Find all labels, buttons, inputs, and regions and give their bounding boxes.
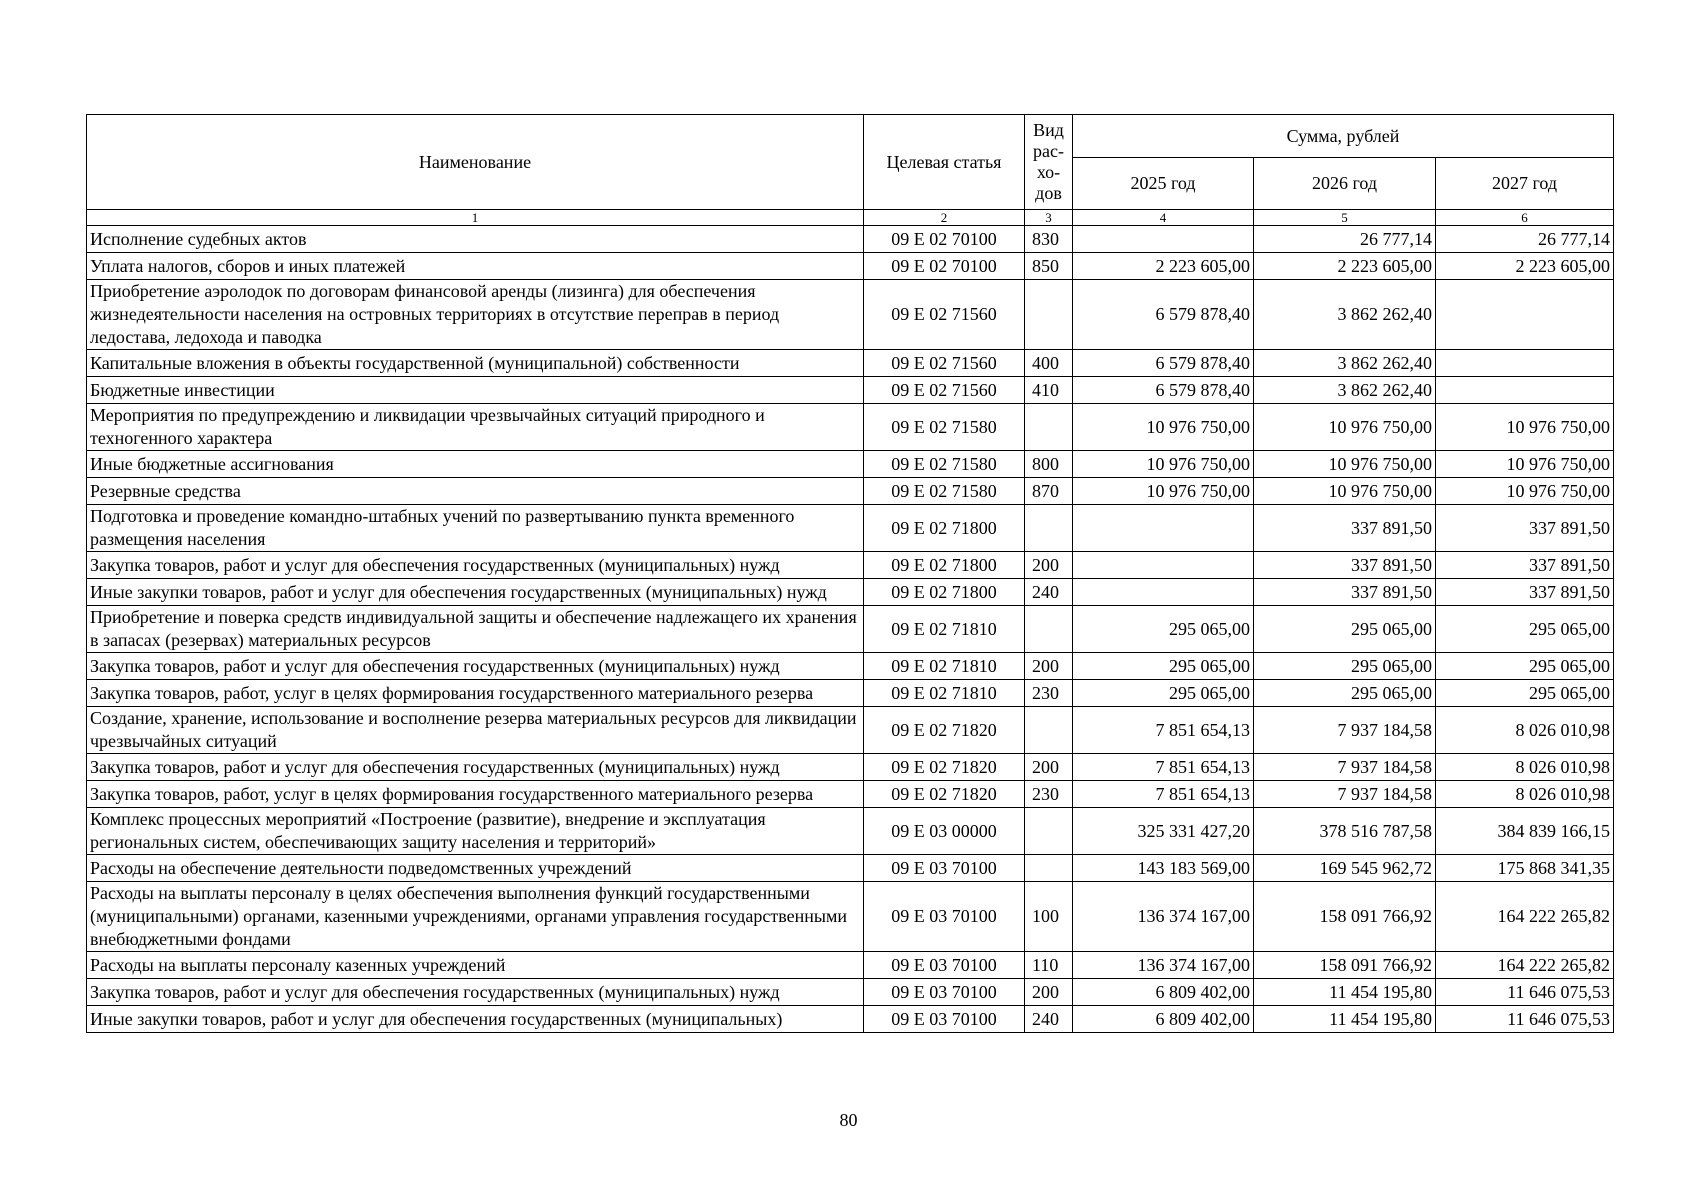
row-target-code: 09 Е 02 71560 [864, 350, 1025, 377]
row-vid: 230 [1025, 781, 1073, 808]
budget-table [86, 114, 1614, 1033]
row-vid [1025, 505, 1073, 552]
row-amount-2025: 6 579 878,40 [1073, 350, 1254, 377]
row-amount-2025: 136 374 167,00 [1073, 882, 1254, 952]
row-target-code: 09 Е 02 71800 [864, 505, 1025, 552]
table-row [87, 505, 1614, 552]
row-amount-2027 [1436, 280, 1614, 350]
row-vid: 110 [1025, 952, 1073, 979]
row-amount-2026: 337 891,50 [1254, 579, 1436, 606]
row-name: Закупка товаров, работ и услуг для обеспечения государственных (муниципальных) нужд [87, 754, 864, 781]
row-amount-2025: 6 579 878,40 [1073, 377, 1254, 404]
row-amount-2027 [1436, 350, 1614, 377]
row-amount-2025: 136 374 167,00 [1073, 952, 1254, 979]
row-target-code: 09 Е 02 71810 [864, 653, 1025, 680]
row-name: Подготовка и проведение командно-штабных учений по развертыванию пункта временного размещения населения [87, 505, 864, 552]
row-vid: 100 [1025, 882, 1073, 952]
row-amount-2027: 11 646 075,53 [1436, 979, 1614, 1006]
row-amount-2027: 11 646 075,53 [1436, 1006, 1614, 1033]
row-name: Капитальные вложения в объекты государственной (муниципальной) собственности [87, 350, 864, 377]
row-vid: 240 [1025, 1006, 1073, 1033]
row-vid: 800 [1025, 451, 1073, 478]
row-target-code: 09 Е 02 71580 [864, 404, 1025, 451]
row-vid: 200 [1025, 979, 1073, 1006]
row-name: Закупка товаров, работ, услуг в целях формирования государственного материального резерва [87, 781, 864, 808]
row-amount-2026: 3 862 262,40 [1254, 377, 1436, 404]
row-amount-2025: 7 851 654,13 [1073, 781, 1254, 808]
header-year-2026: 2026 год [1254, 158, 1436, 210]
row-target-code: 09 Е 02 71560 [864, 377, 1025, 404]
row-amount-2026: 295 065,00 [1254, 680, 1436, 707]
row-amount-2026: 295 065,00 [1254, 606, 1436, 653]
row-amount-2027: 8 026 010,98 [1436, 781, 1614, 808]
row-amount-2027: 337 891,50 [1436, 579, 1614, 606]
row-vid: 240 [1025, 579, 1073, 606]
row-amount-2025: 295 065,00 [1073, 606, 1254, 653]
row-amount-2026: 3 862 262,40 [1254, 280, 1436, 350]
row-name: Иные закупки товаров, работ и услуг для обеспечения государственных (муниципальных) [87, 1006, 864, 1033]
row-name: Закупка товаров, работ и услуг для обеспечения государственных (муниципальных) нужд [87, 653, 864, 680]
row-amount-2026: 337 891,50 [1254, 552, 1436, 579]
row-amount-2025: 6 809 402,00 [1073, 979, 1254, 1006]
table-row [87, 478, 1614, 505]
row-amount-2027: 8 026 010,98 [1436, 754, 1614, 781]
row-target-code: 09 Е 03 00000 [864, 808, 1025, 855]
row-amount-2026: 26 777,14 [1254, 226, 1436, 253]
row-amount-2027: 175 868 341,35 [1436, 855, 1614, 882]
row-vid [1025, 808, 1073, 855]
table-row [87, 707, 1614, 754]
row-amount-2025 [1073, 226, 1254, 253]
row-amount-2027: 8 026 010,98 [1436, 707, 1614, 754]
row-vid: 400 [1025, 350, 1073, 377]
table-row [87, 377, 1614, 404]
row-target-code: 09 Е 02 71800 [864, 579, 1025, 606]
col-number-1: 1 [87, 210, 864, 226]
table-row [87, 653, 1614, 680]
row-amount-2026: 10 976 750,00 [1254, 451, 1436, 478]
row-target-code: 09 Е 02 71810 [864, 606, 1025, 653]
table-row [87, 754, 1614, 781]
row-amount-2025: 7 851 654,13 [1073, 707, 1254, 754]
col-number-5: 5 [1254, 210, 1436, 226]
row-name: Расходы на выплаты персоналу в целях обеспечения выполнения функций государственными (муниципальными) органами, казенными учреждениями, органами управления государственными внебюджетными фондами [87, 882, 864, 952]
row-vid: 230 [1025, 680, 1073, 707]
table-row [87, 280, 1614, 350]
row-vid [1025, 707, 1073, 754]
row-amount-2026: 10 976 750,00 [1254, 478, 1436, 505]
table-row [87, 781, 1614, 808]
table-row [87, 979, 1614, 1006]
row-amount-2025: 7 851 654,13 [1073, 754, 1254, 781]
row-amount-2026: 337 891,50 [1254, 505, 1436, 552]
row-amount-2026: 158 091 766,92 [1254, 952, 1436, 979]
table-row [87, 579, 1614, 606]
header-name: Наименование [87, 115, 864, 210]
row-amount-2026: 11 454 195,80 [1254, 979, 1436, 1006]
row-name: Мероприятия по предупреждению и ликвидации чрезвычайных ситуаций природного и техногенного характера [87, 404, 864, 451]
row-amount-2026: 158 091 766,92 [1254, 882, 1436, 952]
header-year-2025: 2025 год [1073, 158, 1254, 210]
row-amount-2027: 10 976 750,00 [1436, 478, 1614, 505]
header-sum: Сумма, рублей [1073, 115, 1614, 158]
col-number-3: 3 [1025, 210, 1073, 226]
row-amount-2027: 164 222 265,82 [1436, 882, 1614, 952]
table-row [87, 855, 1614, 882]
row-amount-2025: 143 183 569,00 [1073, 855, 1254, 882]
row-name: Закупка товаров, работ и услуг для обеспечения государственных (муниципальных) нужд [87, 552, 864, 579]
row-amount-2027: 2 223 605,00 [1436, 253, 1614, 280]
table-row [87, 350, 1614, 377]
row-target-code: 09 Е 02 71560 [864, 280, 1025, 350]
row-vid [1025, 280, 1073, 350]
row-amount-2027: 10 976 750,00 [1436, 404, 1614, 451]
row-target-code: 09 Е 02 71580 [864, 478, 1025, 505]
row-vid: 410 [1025, 377, 1073, 404]
row-target-code: 09 Е 02 70100 [864, 226, 1025, 253]
row-name: Комплекс процессных мероприятий «Построение (развитие), внедрение и эксплуатация региональных систем, обеспечивающих защиту населения и территорий» [87, 808, 864, 855]
row-name: Закупка товаров, работ и услуг для обеспечения государственных (муниципальных) нужд [87, 979, 864, 1006]
row-amount-2025: 10 976 750,00 [1073, 451, 1254, 478]
row-name: Создание, хранение, использование и восполнение резерва материальных ресурсов для ликвидации чрезвычайных ситуаций [87, 707, 864, 754]
row-amount-2027 [1436, 377, 1614, 404]
col-number-2: 2 [864, 210, 1025, 226]
row-amount-2026: 11 454 195,80 [1254, 1006, 1436, 1033]
row-amount-2026: 7 937 184,58 [1254, 754, 1436, 781]
row-amount-2025: 10 976 750,00 [1073, 478, 1254, 505]
row-vid: 870 [1025, 478, 1073, 505]
row-vid: 200 [1025, 754, 1073, 781]
row-amount-2027: 337 891,50 [1436, 505, 1614, 552]
row-amount-2027: 384 839 166,15 [1436, 808, 1614, 855]
row-vid: 200 [1025, 552, 1073, 579]
row-vid: 850 [1025, 253, 1073, 280]
row-name: Бюджетные инвестиции [87, 377, 864, 404]
table-row [87, 552, 1614, 579]
row-target-code: 09 Е 02 71810 [864, 680, 1025, 707]
row-target-code: 09 Е 02 71820 [864, 781, 1025, 808]
row-name: Исполнение судебных актов [87, 226, 864, 253]
row-amount-2026: 2 223 605,00 [1254, 253, 1436, 280]
row-amount-2025 [1073, 552, 1254, 579]
row-amount-2025 [1073, 579, 1254, 606]
row-vid: 830 [1025, 226, 1073, 253]
row-target-code: 09 Е 02 71820 [864, 707, 1025, 754]
row-target-code: 09 Е 03 70100 [864, 979, 1025, 1006]
row-amount-2027: 337 891,50 [1436, 552, 1614, 579]
row-amount-2025: 295 065,00 [1073, 653, 1254, 680]
row-name: Резервные средства [87, 478, 864, 505]
row-name: Приобретение и поверка средств индивидуальной защиты и обеспечение надлежащего их хранения в запасах (резервах) материальных ресурсов [87, 606, 864, 653]
row-amount-2026: 295 065,00 [1254, 653, 1436, 680]
row-amount-2025: 10 976 750,00 [1073, 404, 1254, 451]
row-amount-2026: 3 862 262,40 [1254, 350, 1436, 377]
row-vid [1025, 606, 1073, 653]
row-name: Расходы на выплаты персоналу казенных учреждений [87, 952, 864, 979]
row-target-code: 09 Е 03 70100 [864, 855, 1025, 882]
table-row [87, 451, 1614, 478]
row-amount-2026: 169 545 962,72 [1254, 855, 1436, 882]
col-number-4: 4 [1073, 210, 1254, 226]
table-row [87, 253, 1614, 280]
row-amount-2027: 295 065,00 [1436, 680, 1614, 707]
row-vid [1025, 855, 1073, 882]
row-name: Иные бюджетные ассигнования [87, 451, 864, 478]
row-amount-2025: 325 331 427,20 [1073, 808, 1254, 855]
row-target-code: 09 Е 02 71580 [864, 451, 1025, 478]
row-target-code: 09 Е 03 70100 [864, 952, 1025, 979]
row-name: Расходы на обеспечение деятельности подведомственных учреждений [87, 855, 864, 882]
row-amount-2025: 2 223 605,00 [1073, 253, 1254, 280]
table-row [87, 226, 1614, 253]
table-row [87, 1006, 1614, 1033]
header-vid-line-3: хо- [1036, 162, 1061, 182]
row-target-code: 09 Е 03 70100 [864, 882, 1025, 952]
row-vid: 200 [1025, 653, 1073, 680]
table-row [87, 606, 1614, 653]
row-amount-2025: 6 809 402,00 [1073, 1006, 1254, 1033]
row-amount-2027: 295 065,00 [1436, 606, 1614, 653]
row-amount-2026: 7 937 184,58 [1254, 707, 1436, 754]
row-amount-2027: 10 976 750,00 [1436, 451, 1614, 478]
table-row [87, 952, 1614, 979]
table-body [87, 226, 1614, 1033]
header-vid-line-4: дов [1035, 183, 1062, 203]
page-number: 80 [839, 1110, 858, 1130]
row-amount-2025: 295 065,00 [1073, 680, 1254, 707]
row-target-code: 09 Е 02 70100 [864, 253, 1025, 280]
row-name: Приобретение аэролодок по договорам финансовой аренды (лизинга) для обеспечения жизнедеятельности населения на островных территориях в отсутствие переправ в период ледостава, ледохода и паводка [87, 280, 864, 350]
row-amount-2027: 164 222 265,82 [1436, 952, 1614, 979]
table-row [87, 808, 1614, 855]
row-target-code: 09 Е 02 71820 [864, 754, 1025, 781]
row-target-code: 09 Е 02 71800 [864, 552, 1025, 579]
row-amount-2025: 6 579 878,40 [1073, 280, 1254, 350]
row-amount-2025 [1073, 505, 1254, 552]
row-amount-2027: 26 777,14 [1436, 226, 1614, 253]
row-target-code: 09 Е 03 70100 [864, 1006, 1025, 1033]
header-vid [1025, 115, 1073, 210]
row-name: Закупка товаров, работ, услуг в целях формирования государственного материального резерва [87, 680, 864, 707]
table-header [87, 115, 1614, 226]
row-amount-2026: 10 976 750,00 [1254, 404, 1436, 451]
header-vid-line-2: рас- [1033, 141, 1064, 161]
table-row [87, 680, 1614, 707]
table-row [87, 404, 1614, 451]
header-year-2027: 2027 год [1436, 158, 1614, 210]
row-amount-2026: 7 937 184,58 [1254, 781, 1436, 808]
row-name: Уплата налогов, сборов и иных платежей [87, 253, 864, 280]
col-number-6: 6 [1436, 210, 1614, 226]
header-vid-line-1: Вид [1033, 120, 1064, 140]
table-row [87, 882, 1614, 952]
row-amount-2027: 295 065,00 [1436, 653, 1614, 680]
header-target: Целевая статья [864, 115, 1025, 210]
row-amount-2026: 378 516 787,58 [1254, 808, 1436, 855]
row-name: Иные закупки товаров, работ и услуг для обеспечения государственных (муниципальных) нужд [87, 579, 864, 606]
row-vid [1025, 404, 1073, 451]
